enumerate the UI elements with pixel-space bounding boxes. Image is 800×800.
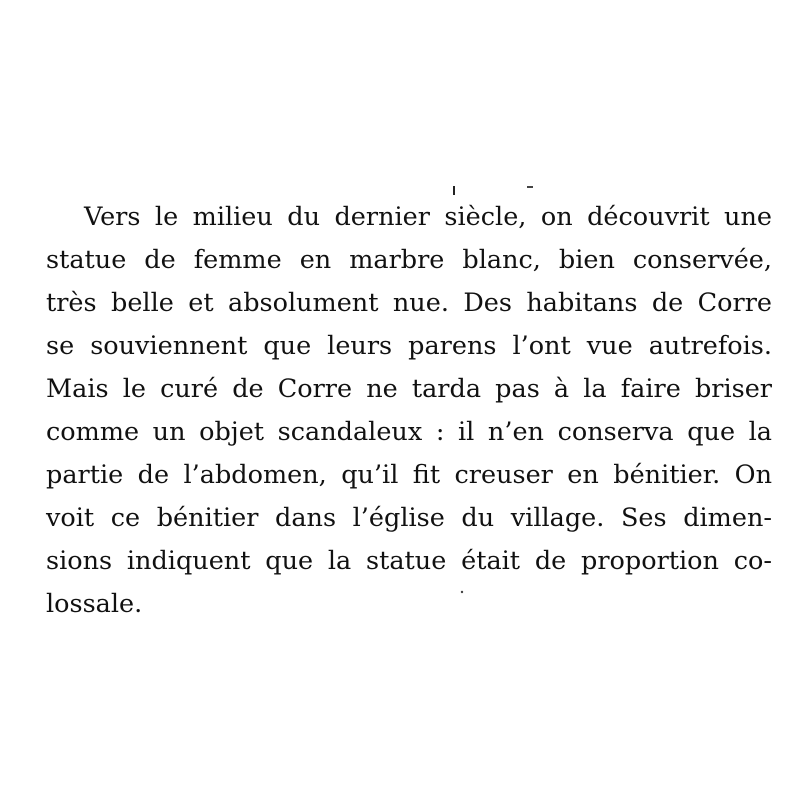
text-line: partie de l’abdomen, qu’il fit creuser en bénitier. On <box>46 460 772 490</box>
text-line: très belle et absolument nue. Des habitans de Corre <box>46 288 772 318</box>
text-line: comme un objet scandaleux : il n’en conserva que la <box>46 417 772 447</box>
scan-speck <box>453 186 455 195</box>
text-line: Vers le milieu du dernier siècle, on découvrit une <box>84 202 772 232</box>
scan-speck <box>527 186 533 188</box>
text-line: lossale. <box>46 589 143 619</box>
text-line: sions indiquent que la statue était de proportion co- <box>46 546 772 576</box>
text-line: statue de femme en marbre blanc, bien conservée, <box>46 245 772 275</box>
text-line: voit ce bénitier dans l’église du village. Ses dimen- <box>46 503 772 533</box>
paragraph <box>46 196 772 626</box>
text-line: Mais le curé de Corre ne tarda pas à la faire briser <box>46 374 772 404</box>
text-line: se souviennent que leurs parens l’ont vue autrefois. <box>46 331 772 361</box>
